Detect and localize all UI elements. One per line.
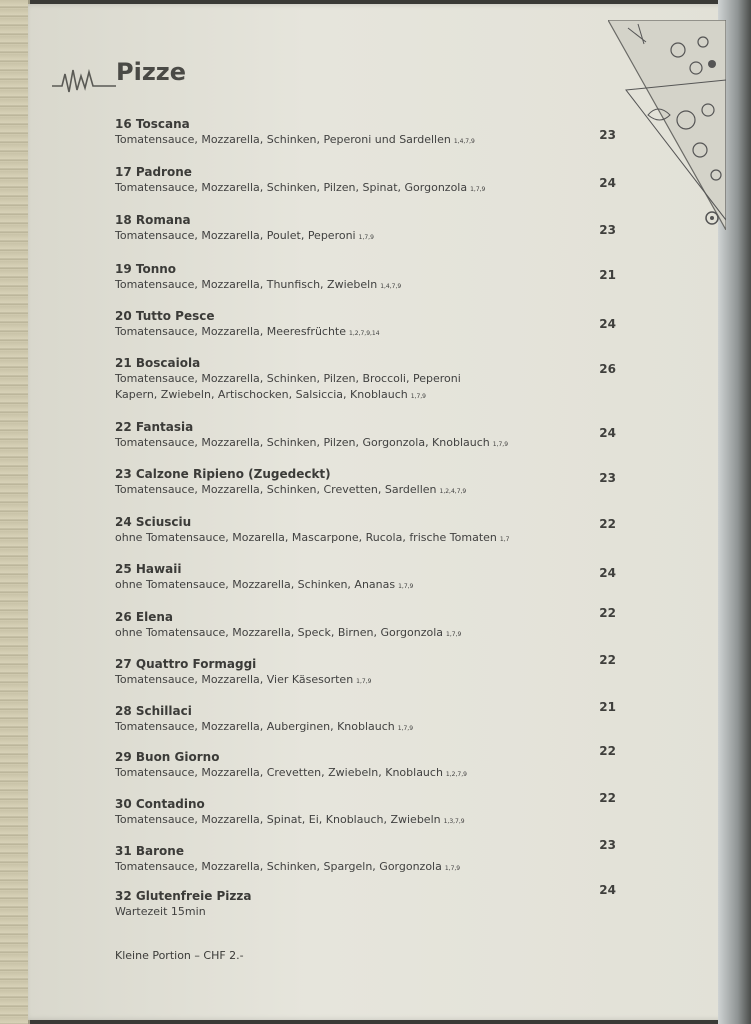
item-ingredients: ohne Tomatensauce, Mozzarella, Speck, Birnen, Gorgonzola bbox=[115, 626, 444, 639]
item-allergens: 1,2,4,7,9 bbox=[439, 488, 467, 495]
menu-item bbox=[115, 889, 615, 920]
item-price: 23 bbox=[599, 128, 616, 142]
item-allergens: 1,7 bbox=[499, 536, 510, 543]
item-description bbox=[115, 904, 615, 920]
item-description bbox=[115, 324, 615, 342]
heartbeat-line-icon bbox=[52, 62, 116, 96]
item-price: 24 bbox=[599, 883, 616, 897]
item-price: 21 bbox=[599, 700, 616, 714]
item-price: 24 bbox=[599, 566, 616, 580]
item-description bbox=[115, 132, 615, 150]
menu-item bbox=[115, 704, 615, 737]
item-name: 26 Elena bbox=[115, 610, 173, 624]
item-price: 22 bbox=[599, 791, 616, 805]
item-ingredients: Tomatensauce, Mozzarella, Schinken, Pilzen, Spinat, Gorgonzola bbox=[115, 181, 468, 194]
small-portion-note: Kleine Portion – CHF 2.- bbox=[115, 949, 244, 962]
item-ingredients: Tomatensauce, Mozzarella, Schinken, Pilzen, Gorgonzola, Knoblauch bbox=[115, 436, 490, 449]
item-ingredients: Wartezeit 15min bbox=[115, 905, 206, 918]
menu-item bbox=[115, 562, 615, 595]
page-title: Pizze bbox=[116, 58, 187, 86]
item-name: 19 Tonno bbox=[115, 262, 177, 276]
item-name: 21 Boscaiola bbox=[115, 356, 201, 370]
menu-item bbox=[115, 844, 615, 877]
item-ingredients: Tomatensauce, Mozzarella, Meeresfrüchte bbox=[115, 325, 347, 338]
item-description bbox=[115, 577, 615, 595]
item-name: 20 Tutto Pesce bbox=[115, 309, 215, 323]
menu-item bbox=[115, 213, 615, 246]
item-ingredients: ohne Tomatensauce, Mozarella, Mascarpone, Rucola, frische Tomaten bbox=[115, 531, 497, 544]
item-price: 24 bbox=[599, 176, 616, 190]
item-ingredients: Tomatensauce, Mozzarella, Poulet, Peperoni bbox=[115, 229, 356, 242]
item-price: 24 bbox=[599, 317, 616, 331]
item-price: 23 bbox=[599, 471, 616, 485]
item-name: 16 Toscana bbox=[115, 117, 190, 131]
item-name: 25 Hawaii bbox=[115, 562, 182, 576]
item-price: 22 bbox=[599, 517, 616, 531]
item-allergens: 1,7,9 bbox=[492, 441, 509, 448]
item-allergens: 1,7,9 bbox=[410, 393, 427, 400]
item-ingredients: Tomatensauce, Mozzarella, Schinken, Crevetten, Sardellen bbox=[115, 483, 437, 496]
item-description bbox=[115, 371, 615, 387]
item-name: 18 Romana bbox=[115, 213, 191, 227]
item-ingredients: Kapern, Zwiebeln, Artischocken, Salsiccia, Knoblauch bbox=[115, 388, 408, 401]
item-ingredients: ohne Tomatensauce, Mozzarella, Schinken, Ananas bbox=[115, 578, 396, 591]
item-description bbox=[115, 277, 615, 295]
menu-item bbox=[115, 356, 615, 405]
item-ingredients: Tomatensauce, Mozzarella, Crevetten, Zwiebeln, Knoblauch bbox=[115, 766, 443, 779]
item-name: 17 Padrone bbox=[115, 165, 192, 179]
item-price: 24 bbox=[599, 426, 616, 440]
item-allergens: 1,4,7,9 bbox=[453, 138, 475, 145]
item-allergens: 1,7,9 bbox=[444, 865, 461, 872]
item-description bbox=[115, 719, 615, 737]
item-description bbox=[115, 812, 615, 830]
menu-item bbox=[115, 750, 615, 783]
menu-item bbox=[115, 420, 615, 453]
item-ingredients: Tomatensauce, Mozzarella, Schinken, Spargeln, Gorgonzola bbox=[115, 860, 442, 873]
item-price: 26 bbox=[599, 362, 616, 376]
item-allergens: 1,7,9 bbox=[358, 234, 374, 241]
item-ingredients: Tomatensauce, Mozzarella, Thunfisch, Zwiebeln bbox=[115, 278, 378, 291]
item-description bbox=[115, 765, 615, 783]
item-name: 23 Calzone Ripieno (Zugedeckt) bbox=[115, 467, 331, 481]
item-allergens: 1,2,7,9 bbox=[445, 771, 467, 778]
item-description bbox=[115, 228, 615, 246]
item-allergens: 1,7,9 bbox=[356, 678, 372, 685]
item-ingredients: Tomatensauce, Mozzarella, Auberginen, Knoblauch bbox=[115, 720, 395, 733]
item-description bbox=[115, 435, 615, 453]
item-name: 30 Contadino bbox=[115, 797, 205, 811]
item-allergens: 1,7,9 bbox=[398, 583, 414, 590]
item-price: 21 bbox=[599, 268, 616, 282]
item-allergens: 1,7,9 bbox=[470, 186, 486, 193]
item-description bbox=[115, 859, 615, 877]
item-name: 28 Schillaci bbox=[115, 704, 192, 718]
item-allergens: 1,7,9 bbox=[446, 631, 462, 638]
item-name: 29 Buon Giorno bbox=[115, 750, 220, 764]
item-price: 22 bbox=[599, 744, 616, 758]
item-name: 32 Glutenfreie Pizza bbox=[115, 889, 252, 903]
menu-item bbox=[115, 262, 615, 295]
section-header bbox=[52, 56, 212, 100]
menu-item bbox=[115, 467, 615, 500]
binder-rings bbox=[0, 0, 30, 1024]
pizza-illustration-icon bbox=[608, 20, 726, 230]
menu-item bbox=[115, 515, 615, 548]
menu-item bbox=[115, 610, 615, 643]
menu-item bbox=[115, 657, 615, 690]
item-ingredients: Tomatensauce, Mozzarella, Schinken, Pilzen, Broccoli, Peperoni bbox=[115, 372, 461, 385]
menu-item bbox=[115, 117, 615, 150]
item-allergens: 1,4,7,9 bbox=[380, 283, 402, 290]
item-allergens: 1,3,7,9 bbox=[443, 818, 465, 825]
menu-item bbox=[115, 797, 615, 830]
item-ingredients: Tomatensauce, Mozzarella, Spinat, Ei, Knoblauch, Zwiebeln bbox=[115, 813, 441, 826]
item-name: 31 Barone bbox=[115, 844, 184, 858]
item-allergens: 1,2,7,9,14 bbox=[349, 330, 380, 337]
menu-item bbox=[115, 309, 615, 342]
item-description bbox=[115, 625, 615, 643]
item-description bbox=[115, 530, 615, 548]
item-description-line2 bbox=[115, 387, 615, 405]
item-ingredients: Tomatensauce, Mozzarella, Schinken, Peperoni und Sardellen bbox=[115, 133, 451, 146]
item-name: 24 Sciusciu bbox=[115, 515, 192, 529]
item-price: 23 bbox=[599, 838, 616, 852]
item-price: 22 bbox=[599, 606, 616, 620]
item-description bbox=[115, 482, 615, 500]
item-price: 23 bbox=[599, 223, 616, 237]
item-name: 27 Quattro Formaggi bbox=[115, 657, 257, 671]
item-description bbox=[115, 672, 615, 690]
item-name: 22 Fantasia bbox=[115, 420, 194, 434]
item-description bbox=[115, 180, 615, 198]
item-ingredients: Tomatensauce, Mozzarella, Vier Käsesorten bbox=[115, 673, 354, 686]
item-allergens: 1,7,9 bbox=[397, 725, 414, 732]
menu-item bbox=[115, 165, 615, 198]
item-price: 22 bbox=[599, 653, 616, 667]
